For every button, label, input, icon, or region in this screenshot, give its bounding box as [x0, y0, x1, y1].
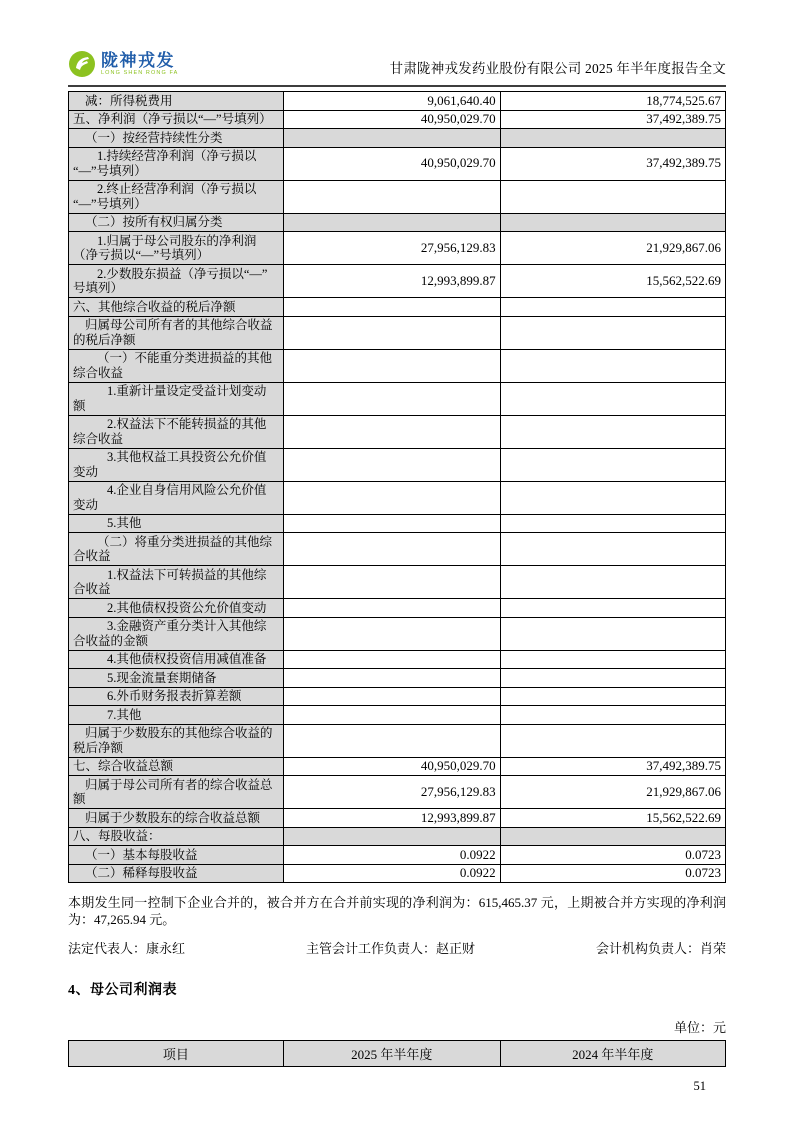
table-row — [69, 448, 726, 481]
table-row — [69, 415, 726, 448]
accounting-firm-head: 会计机构负责人：肖荣 — [595, 941, 726, 956]
row-label: 3.金融资产重分类计入其他综合收益的金额 — [69, 617, 284, 650]
value-2025-half-year — [283, 669, 500, 688]
table-row — [69, 650, 726, 669]
row-label: 2.少数股东损益（净亏损以“—”号填列） — [69, 265, 284, 298]
table-row — [69, 180, 726, 213]
value-2024-half-year: 37,492,389.75 — [500, 110, 725, 129]
row-label: 6.外币财务报表折算差额 — [69, 687, 284, 706]
value-2025-half-year — [283, 316, 500, 349]
table-row — [69, 864, 726, 883]
value-2025-half-year: 0.0922 — [283, 846, 500, 865]
table-row — [69, 481, 726, 514]
value-2024-half-year — [500, 599, 725, 618]
row-label: 减：所得税费用 — [69, 92, 284, 111]
value-2025-half-year — [283, 650, 500, 669]
table-row — [69, 809, 726, 828]
table-row — [69, 92, 726, 111]
value-2025-half-year: 9,061,640.40 — [283, 92, 500, 111]
value-2024-half-year — [500, 724, 725, 757]
company-logo — [68, 50, 178, 78]
value-2024-half-year — [500, 566, 725, 599]
row-label: （一）基本每股收益 — [69, 846, 284, 865]
value-2024-half-year — [500, 415, 725, 448]
report-title: 甘肃陇神戎发药业股份有限公司 2025 年半年度报告全文 — [389, 61, 726, 76]
column-header: 项目 — [69, 1041, 284, 1067]
value-2024-half-year — [500, 669, 725, 688]
value-2024-half-year — [500, 827, 725, 846]
table-row — [69, 776, 726, 809]
value-2025-half-year: 12,993,899.87 — [283, 809, 500, 828]
value-2024-half-year — [500, 448, 725, 481]
row-label: 3.其他权益工具投资公允价值变动 — [69, 448, 284, 481]
table-row — [69, 599, 726, 618]
row-label: 7.其他 — [69, 706, 284, 725]
table-row — [69, 382, 726, 415]
company-logo-icon — [68, 50, 96, 78]
brand-name-en: LONG SHEN RONG FA — [101, 69, 179, 76]
table-row — [69, 298, 726, 317]
row-label: 1.权益法下可转损益的其他综合收益 — [69, 566, 284, 599]
value-2024-half-year: 37,492,389.75 — [500, 757, 725, 776]
table-row — [69, 827, 726, 846]
income-statement-body — [69, 92, 726, 883]
value-2024-half-year — [500, 316, 725, 349]
value-2024-half-year: 21,929,867.06 — [500, 776, 725, 809]
value-2024-half-year — [500, 180, 725, 213]
table-row — [69, 687, 726, 706]
table-row — [69, 129, 726, 148]
column-header: 2024 年半年度 — [500, 1041, 725, 1067]
row-label: 4.其他债权投资信用减值准备 — [69, 650, 284, 669]
table-row — [69, 232, 726, 265]
value-2025-half-year — [283, 298, 500, 317]
value-2024-half-year — [500, 650, 725, 669]
value-2025-half-year: 40,950,029.70 — [283, 147, 500, 180]
accounting-director: 主管会计工作负责人：赵正财 — [305, 941, 475, 956]
row-label: 4.企业自身信用风险公允价值变动 — [69, 481, 284, 514]
value-2025-half-year: 40,950,029.70 — [283, 110, 500, 129]
row-label: 1.持续经营净利润（净亏损以“—”号填列） — [69, 147, 284, 180]
value-2025-half-year — [283, 533, 500, 566]
row-label: （二）按所有权归属分类 — [69, 213, 284, 232]
row-label: （二）稀释每股收益 — [69, 864, 284, 883]
table-row — [69, 349, 726, 382]
row-label: 1.归属于母公司股东的净利润（净亏损以“—”号填列） — [69, 232, 284, 265]
row-label: 八、每股收益： — [69, 827, 284, 846]
value-2025-half-year — [283, 687, 500, 706]
value-2025-half-year — [283, 617, 500, 650]
table-row — [69, 265, 726, 298]
page-header — [68, 50, 726, 87]
row-label: 归属母公司所有者的其他综合收益的税后净额 — [69, 316, 284, 349]
value-2024-half-year — [500, 514, 725, 533]
legal-representative: 法定代表人：康永红 — [68, 941, 186, 956]
value-2024-half-year: 21,929,867.06 — [500, 232, 725, 265]
merger-note: 本期发生同一控制下企业合并的，被合并方在合并前实现的净利润为：615,465.37 元，上期被合并方实现的净利润为：47,265.94 元。 — [68, 895, 726, 927]
value-2024-half-year — [500, 298, 725, 317]
parent-income-statement-table — [68, 1040, 726, 1067]
signature-line — [68, 938, 726, 957]
value-2025-half-year — [283, 724, 500, 757]
value-2025-half-year: 40,950,029.70 — [283, 757, 500, 776]
row-label: （二）将重分类进损益的其他综合收益 — [69, 533, 284, 566]
brand-name-cn: 陇神戎发 — [101, 50, 175, 70]
value-2024-half-year — [500, 481, 725, 514]
table-row — [69, 566, 726, 599]
row-label: 归属于母公司所有者的综合收益总额 — [69, 776, 284, 809]
row-label: 1.重新计量设定受益计划变动额 — [69, 382, 284, 415]
value-2025-half-year — [283, 213, 500, 232]
table-row — [69, 669, 726, 688]
row-label: 2.权益法下不能转损益的其他综合收益 — [69, 415, 284, 448]
value-2025-half-year — [283, 415, 500, 448]
value-2025-half-year — [283, 566, 500, 599]
row-label: 五、净利润（净亏损以“—”号填列） — [69, 110, 284, 129]
row-label: 归属于少数股东的综合收益总额 — [69, 809, 284, 828]
value-2025-half-year — [283, 448, 500, 481]
column-header: 2025 年半年度 — [283, 1041, 500, 1067]
table-row — [69, 316, 726, 349]
table-header-row — [69, 1041, 726, 1067]
table-row — [69, 724, 726, 757]
table-row — [69, 514, 726, 533]
value-2024-half-year: 0.0723 — [500, 846, 725, 865]
value-2025-half-year — [283, 349, 500, 382]
value-2025-half-year — [283, 180, 500, 213]
row-label: 七、综合收益总额 — [69, 757, 284, 776]
value-2024-half-year — [500, 706, 725, 725]
value-2024-half-year — [500, 349, 725, 382]
row-label: 2.终止经营净利润（净亏损以“—”号填列） — [69, 180, 284, 213]
income-statement-table — [68, 91, 726, 883]
value-2025-half-year — [283, 481, 500, 514]
value-2024-half-year: 37,492,389.75 — [500, 147, 725, 180]
value-2025-half-year: 12,993,899.87 — [283, 265, 500, 298]
value-2024-half-year — [500, 382, 725, 415]
value-2024-half-year — [500, 213, 725, 232]
value-2025-half-year: 0.0922 — [283, 864, 500, 883]
table-row — [69, 846, 726, 865]
table-row — [69, 147, 726, 180]
table-row — [69, 110, 726, 129]
value-2025-half-year — [283, 382, 500, 415]
value-2025-half-year — [283, 599, 500, 618]
value-2024-half-year — [500, 617, 725, 650]
unit-label: 单位：元 — [673, 1020, 726, 1035]
company-logo-text — [101, 52, 178, 77]
row-label: 2.其他债权投资公允价值变动 — [69, 599, 284, 618]
row-label: （一）按经营持续性分类 — [69, 129, 284, 148]
row-label: 5.其他 — [69, 514, 284, 533]
row-label: 六、其他综合收益的税后净额 — [69, 298, 284, 317]
table-row — [69, 213, 726, 232]
value-2024-half-year: 18,774,525.67 — [500, 92, 725, 111]
value-2024-half-year: 15,562,522.69 — [500, 265, 725, 298]
value-2024-half-year: 15,562,522.69 — [500, 809, 725, 828]
value-2025-half-year: 27,956,129.83 — [283, 776, 500, 809]
section-heading: 4、母公司利润表 — [68, 983, 177, 998]
value-2024-half-year — [500, 129, 725, 148]
row-label: （一）不能重分类进损益的其他综合收益 — [69, 349, 284, 382]
table-row — [69, 757, 726, 776]
table-row — [69, 706, 726, 725]
value-2025-half-year — [283, 827, 500, 846]
row-label: 5.现金流量套期储备 — [69, 669, 284, 688]
value-2024-half-year: 0.0723 — [500, 864, 725, 883]
table-row — [69, 533, 726, 566]
value-2024-half-year — [500, 533, 725, 566]
value-2025-half-year — [283, 706, 500, 725]
table-row — [69, 617, 726, 650]
value-2025-half-year — [283, 129, 500, 148]
value-2024-half-year — [500, 687, 725, 706]
value-2025-half-year — [283, 514, 500, 533]
row-label: 归属于少数股东的其他综合收益的税后净额 — [69, 724, 284, 757]
page-number: 51 — [693, 1079, 706, 1093]
value-2025-half-year: 27,956,129.83 — [283, 232, 500, 265]
